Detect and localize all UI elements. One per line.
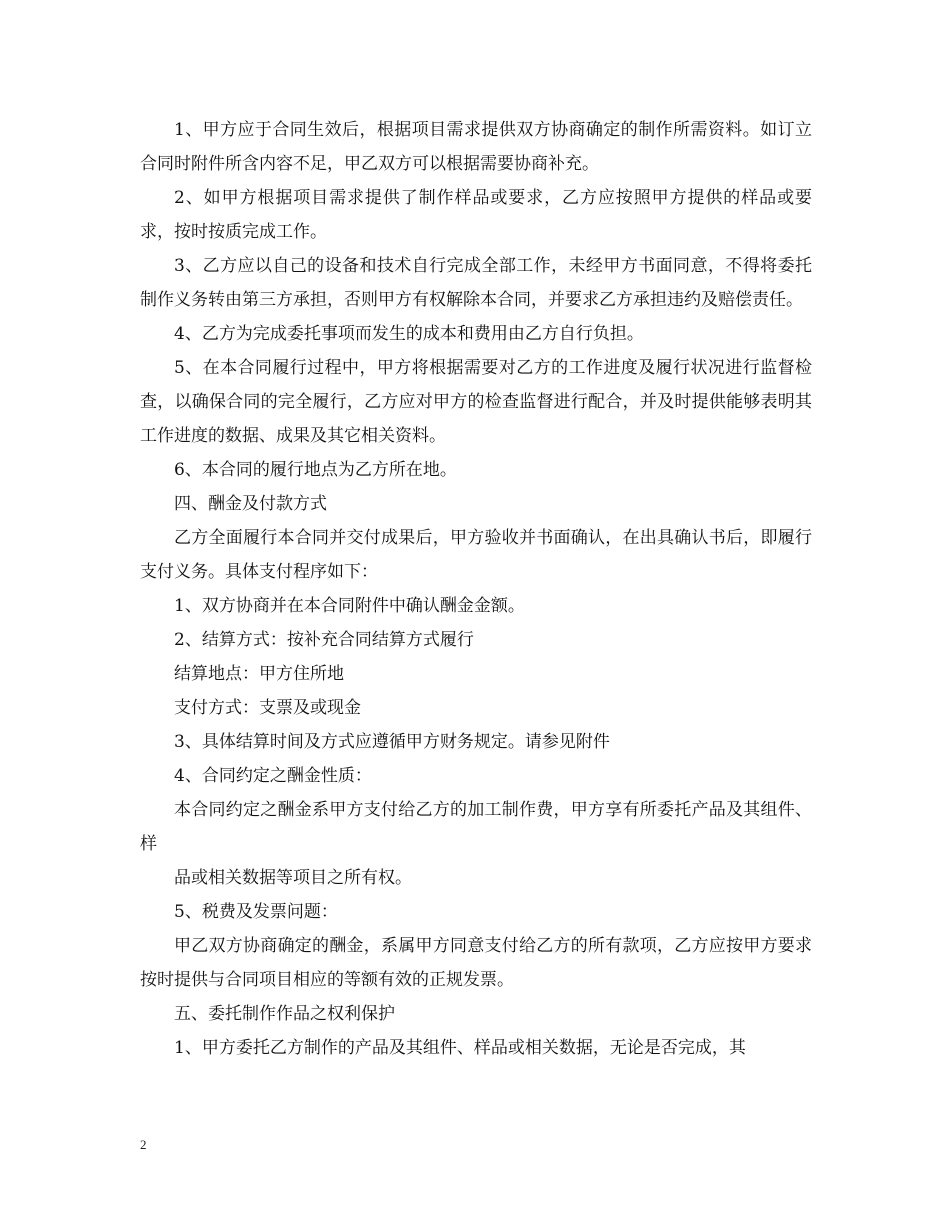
paragraph-tax-invoice: 甲乙双方协商确定的酬金，系属甲方同意支付给乙方的所有款项，乙方应按甲方要求按时提供与合同项目相应的等额有效的正规发票。 xyxy=(140,936,812,990)
paragraph-payment-method: 支付方式：支票及或现金 xyxy=(174,698,361,718)
paragraph-payment-4: 4、合同约定之酬金性质： xyxy=(174,766,372,786)
paragraph-payment-5: 5、税费及发票问题： xyxy=(174,902,338,922)
paragraph-clause-5: 5、在本合同履行过程中，甲方将根据需要对乙方的工作进度及履行状况进行监督检查，以确保合同的完全履行，乙方应对甲方的检查监督进行配合，并及时提供能够表明其工作进度的数据、成果及其它相关资料。 xyxy=(140,358,812,446)
section-heading-rights: 五、委托制作作品之权利保护 xyxy=(174,1004,395,1024)
document-body xyxy=(140,113,812,1065)
paragraph-clause-4: 4、乙方为完成委托事项而发生的成本和费用由乙方自行负担。 xyxy=(174,324,644,344)
paragraph-clause-3: 3、乙方应以自己的设备和技术自行完成全部工作，未经甲方书面同意，不得将委托制作义务转由第三方承担，否则甲方有权解除本合同，并要求乙方承担违约及赔偿责任。 xyxy=(140,256,812,310)
paragraph-payment-2: 2、结算方式：按补充合同结算方式履行 xyxy=(174,630,474,650)
page-number: 2 xyxy=(140,1137,147,1152)
paragraph-fee-nature-cont: 品或相关数据等项目之所有权。 xyxy=(174,868,412,888)
paragraph-clause-6: 6、本合同的履行地点为乙方所在地。 xyxy=(174,460,457,480)
paragraph-rights-1: 1、甲方委托乙方制作的产品及其组件、样品或相关数据，无论是否完成，其 xyxy=(174,1038,746,1058)
paragraph-payment-3: 3、具体结算时间及方式应遵循甲方财务规定。请参见附件 xyxy=(174,732,610,752)
paragraph-clause-2: 2、如甲方根据项目需求提供了制作样品或要求，乙方应按照甲方提供的样品或要求，按时按质完成工作。 xyxy=(140,188,812,242)
paragraph-fee-nature: 本合同约定之酬金系甲方支付给乙方的加工制作费，甲方享有所委托产品及其组件、样 xyxy=(140,800,812,854)
paragraph-settlement-place: 结算地点：甲方住所地 xyxy=(174,664,344,684)
paragraph-clause-1: 1、甲方应于合同生效后，根据项目需求提供双方协商确定的制作所需资料。如订立合同时附件所含内容不足，甲乙双方可以根据需要协商补充。 xyxy=(140,120,812,174)
paragraph-payment-intro: 乙方全面履行本合同并交付成果后，甲方验收并书面确认，在出具确认书后，即履行支付义务。具体支付程序如下： xyxy=(140,528,812,582)
paragraph-payment-1: 1、双方协商并在本合同附件中确认酬金金额。 xyxy=(174,596,525,616)
section-heading-payment: 四、酬金及付款方式 xyxy=(174,494,327,514)
